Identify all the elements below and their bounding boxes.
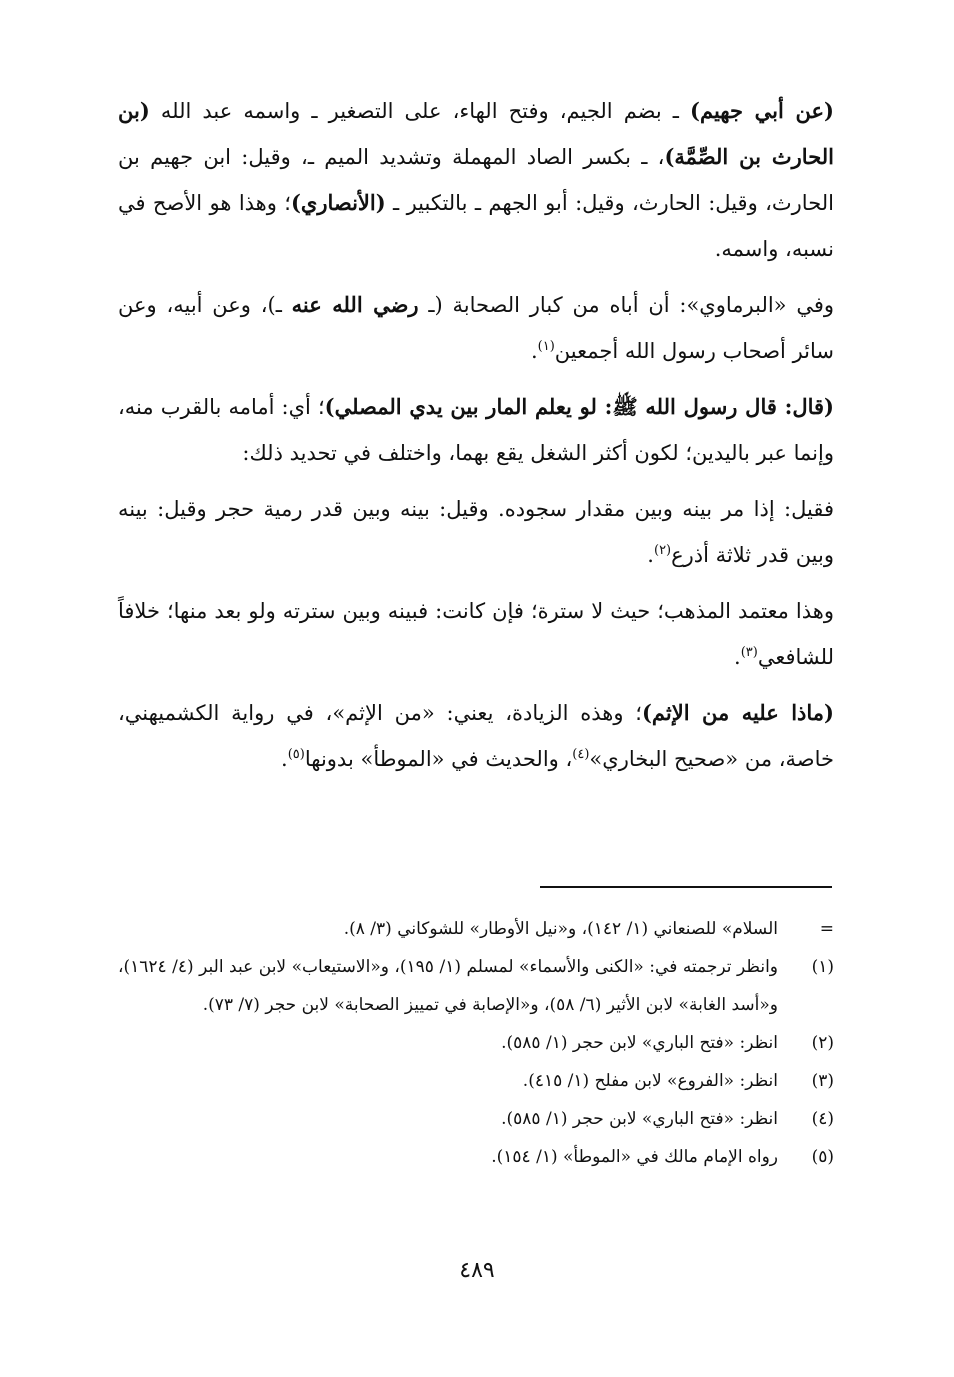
footnote-continuation (118, 910, 834, 948)
paragraph-1 (118, 88, 834, 272)
text-run: . (647, 543, 654, 567)
text-run: وهذا معتمد المذهب؛ حيث لا سترة؛ فإن كانت: فبينه وبين سترته ولو بعد منها؛ خلافاً للشافعي (118, 599, 834, 669)
text-run: فقيل: إذا مر بينه وبين مقدار سجوده. وقيل: بينه وبين قدر رمية حجر وقيل: بينه وبين قدر ثلاثة أذرع (118, 497, 834, 567)
footnote-5 (118, 1138, 834, 1176)
term: (بن الحارث بن الصِّمَّة) (118, 98, 834, 169)
footnote-ref[interactable]: (٢) (653, 543, 672, 558)
footnote-text: رواه الإمام مالك في «الموطأ» (١/ ١٥٤). (491, 1147, 778, 1167)
footnote-4 (118, 1100, 834, 1138)
footnote-text: انظر: «الفروع» لابن مفلح (١/ ٤١٥). (522, 1071, 778, 1091)
footnote-ref[interactable]: (١) (537, 339, 555, 354)
footnote-marker: (١) (811, 957, 834, 977)
main-text (118, 88, 834, 792)
footnote-text: السلام» للصنعاني (١/ ١٤٢)، و«نيل الأوطار» للشوكاني (٣/ ٨). (343, 919, 778, 939)
paragraph-6 (118, 690, 834, 782)
footnote-marker: (٤) (811, 1109, 834, 1129)
footnote-2 (118, 1024, 834, 1062)
text-run: . (530, 339, 538, 363)
footnote-separator (540, 886, 832, 888)
footnote-marker: (٥) (811, 1147, 834, 1167)
footnote-ref[interactable]: (٣) (740, 645, 758, 660)
text-run: ، والحديث في «الموطأ» بدونها (304, 747, 573, 771)
footnote-marker: = (819, 919, 834, 939)
footnotes (118, 910, 834, 1176)
footnote-ref[interactable]: (٤) (572, 747, 590, 762)
footnote-marker: (٢) (811, 1033, 834, 1053)
footnote-ref[interactable]: (٥) (287, 747, 305, 762)
term: رضي الله عنه (291, 292, 419, 317)
page-number: ٤٨٩ (459, 1258, 495, 1283)
term: (الأنصاري) (290, 190, 386, 215)
paragraph-2 (118, 282, 834, 374)
term: (ماذا عليه من الإثم) (641, 700, 834, 725)
paragraph-3 (118, 384, 834, 476)
footnote-text: انظر: «فتح الباري» لابن حجر (١/ ٥٨٥). (501, 1109, 778, 1129)
paragraph-4 (118, 486, 834, 578)
text-run: . (281, 747, 288, 771)
text-run: ـ)، وعن أبيه، وعن سائر أصحاب رسول الله أجمعين (118, 293, 834, 363)
text-run: ؛ وهذه الزيادة، يعني: «من الإثم»، في رواية الكشميهني، خاصة، من «صحيح البخاري» (118, 701, 834, 771)
text-run: ـ بضم الجيم، وفتح الهاء، على التصغير ـ واسمه عبد الله (149, 99, 691, 123)
paragraph-5 (118, 588, 834, 680)
footnote-text: وانظر ترجمته في: «الكنى والأسماء» لمسلم (١/ ١٩٥)، و«الاستيعاب» لابن عبد البر (٤/ ١٦٢٤)، و«أسد الغابة» لابن الأثير (٦/ ٥٨)، و«الإصابة في تمييز الصحابة» لابن حجر (٧/ ٧٣). (118, 957, 778, 1015)
term: (قال: قال رسول الله ﷺ: لو يعلم المار بين يدي المصلي) (324, 394, 834, 419)
footnote-marker: (٣) (811, 1071, 834, 1091)
footnote-1 (118, 948, 834, 1024)
footnote-3 (118, 1062, 834, 1100)
text-run: وفي «البرماوي»: أن أباه من كبار الصحابة (ـ (418, 293, 835, 317)
text-run: . (734, 645, 741, 669)
term: (عن أبي جهيم) (690, 98, 834, 123)
text-run: ؛ أي: أمامه بالقرب منه، وإنما عبر باليدين؛ لكون أكثر الشغل يقع بهما، واختلف في تحديد ذلك: (118, 395, 834, 465)
text-run: ، ـ بكسر الصاد المهملة وتشديد الميم ـ، وقيل: ابن جهيم بن الحارث، وقيل: الحارث، وقيل: أبو الجهم ـ بالتكبير ـ (118, 145, 834, 215)
footnote-text: انظر: «فتح الباري» لابن حجر (١/ ٥٨٥). (501, 1033, 778, 1053)
text-run: ؛ وهذا هو الأصح في نسبه، واسمه. (118, 191, 834, 261)
